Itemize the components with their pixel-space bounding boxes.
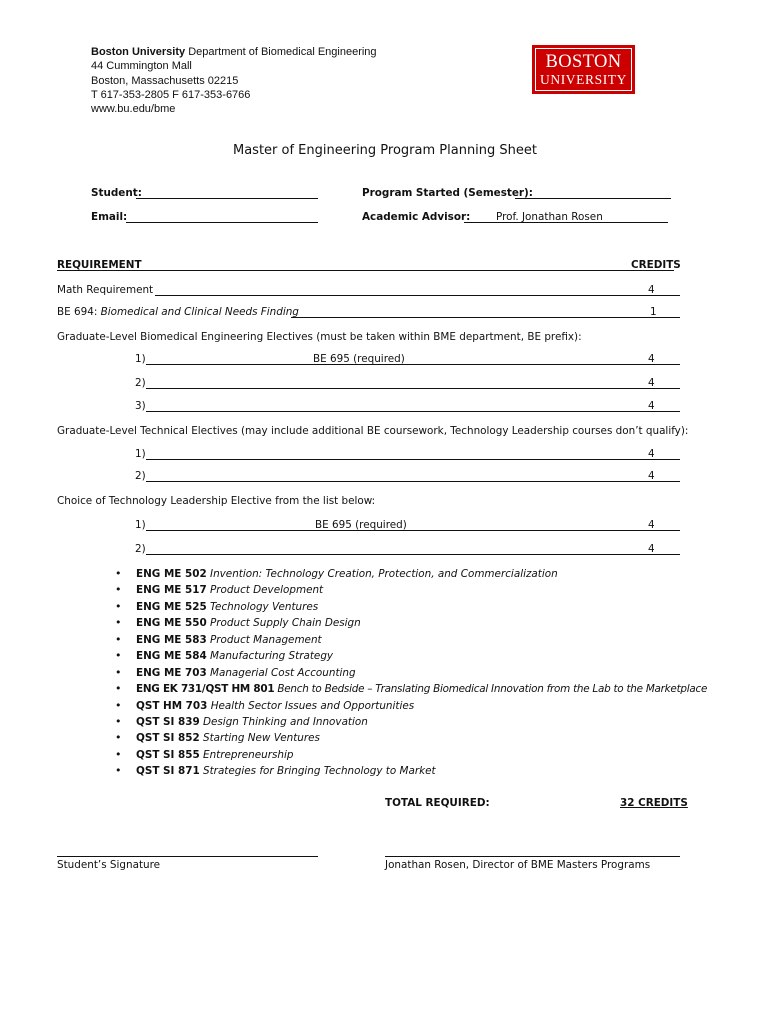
email-field[interactable]	[126, 222, 318, 223]
page-title: Master of Engineering Program Planning Sheet	[232, 143, 538, 158]
technical-elective-2-field[interactable]	[146, 481, 680, 482]
be694-code: BE 694:	[57, 306, 98, 318]
math-requirement-credits: 4	[648, 284, 655, 296]
math-requirement-label: Math Requirement	[57, 284, 154, 296]
course-name: Manufacturing Strategy	[210, 650, 334, 663]
bme-elective-1-field[interactable]	[146, 364, 680, 365]
director-signature-line[interactable]	[385, 856, 680, 857]
course-code: ENG ME 502	[136, 568, 207, 580]
logo-frame	[535, 48, 632, 91]
course-name: Technology Ventures	[210, 600, 319, 613]
list-item	[113, 648, 707, 664]
address-city: Boston, Massachusetts 02215	[91, 74, 239, 87]
advisor-label: Academic Advisor:	[362, 211, 471, 223]
advisor-value: Prof. Jonathan Rosen	[496, 211, 603, 223]
course-name: Managerial Cost Accounting	[210, 666, 356, 679]
list-item	[113, 632, 707, 648]
be694-credits: 1	[650, 306, 657, 318]
be694-name: Biomedical and Clinical Needs Finding	[100, 306, 299, 318]
program-started-label: Program Started (Semester):	[362, 187, 533, 199]
list-item	[113, 599, 707, 615]
program-started-field[interactable]	[515, 198, 671, 199]
math-requirement-field[interactable]	[155, 295, 680, 296]
logo-line-2: UNIVERSITY	[540, 71, 627, 87]
student-label: Student:	[91, 187, 142, 199]
bme-elective-3-field[interactable]	[146, 411, 680, 412]
course-code: ENG EK 731/QST HM 801	[136, 683, 275, 696]
leadership-elective-2-field[interactable]	[146, 554, 680, 555]
list-item	[113, 730, 707, 746]
bme-elective-3-credits: 4	[648, 400, 655, 412]
technical-elective-1-credits: 4	[648, 448, 655, 460]
list-item	[113, 698, 707, 714]
technical-elective-2-credits: 4	[648, 470, 655, 482]
technical-elective-2-number: 2)	[135, 470, 146, 482]
total-required-value: 32 CREDITS	[620, 797, 688, 809]
technical-electives-heading: Graduate-Level Technical Electives (may include additional BE coursework, Technology Leadership courses don’t qualify):	[57, 425, 689, 437]
course-code: ENG ME 584	[136, 650, 207, 663]
phone-fax: T 617-353-2805 F 617-353-6766	[91, 88, 251, 101]
be694-field[interactable]	[291, 317, 680, 318]
course-name: Health Sector Issues and Opportunities	[210, 699, 415, 712]
email-label: Email:	[91, 211, 128, 223]
leadership-elective-1-field[interactable]	[146, 530, 680, 531]
course-code: QST SI 871	[136, 765, 200, 778]
list-item	[113, 665, 707, 681]
be694-label	[57, 305, 299, 319]
course-code: QST SI 855	[136, 748, 200, 761]
course-name: Design Thinking and Innovation	[203, 715, 368, 728]
course-name: Product Development	[210, 584, 324, 597]
leadership-elective-2-credits: 4	[648, 543, 655, 555]
bme-elective-1-value: BE 695 (required)	[313, 353, 405, 365]
technical-elective-1-field[interactable]	[146, 459, 680, 460]
address-street: 44 Cummington Mall	[91, 60, 192, 73]
course-code: ENG ME 525	[136, 600, 207, 613]
list-item	[113, 747, 707, 763]
logo-line-1: BOSTON	[545, 51, 622, 72]
course-name: Starting New Ventures	[203, 732, 320, 745]
technical-elective-1-number: 1)	[135, 448, 146, 460]
department-name: Department of Biomedical Engineering	[188, 46, 377, 58]
bme-elective-1-number: 1)	[135, 353, 146, 365]
leadership-elective-1-credits: 4	[648, 519, 655, 531]
course-code: QST SI 839	[136, 715, 200, 728]
course-code: ENG ME 517	[136, 584, 207, 597]
course-name: Strategies for Bringing Technology to Market	[203, 765, 436, 778]
list-item	[113, 714, 707, 730]
director-signature-label: Jonathan Rosen, Director of BME Masters Programs	[385, 859, 651, 871]
bme-elective-2-field[interactable]	[146, 388, 680, 389]
bme-electives-heading: Graduate-Level Biomedical Engineering Electives (must be taken within BME department, BE prefix):	[57, 331, 582, 343]
course-name: Entrepreneurship	[203, 748, 294, 761]
course-code: ENG ME 703	[136, 666, 207, 679]
website: www.bu.edu/bme	[91, 103, 176, 116]
requirement-header: REQUIREMENT	[57, 259, 142, 271]
leadership-elective-1-number: 1)	[135, 519, 146, 531]
student-signature-label: Student’s Signature	[57, 859, 161, 871]
leadership-course-list	[113, 566, 707, 780]
list-item	[113, 566, 707, 582]
header-rule	[57, 270, 674, 271]
list-item	[113, 681, 707, 697]
list-item	[113, 615, 707, 631]
leadership-elective-heading: Choice of Technology Leadership Elective from the list below:	[57, 495, 376, 507]
leadership-elective-1-value: BE 695 (required)	[315, 519, 407, 531]
course-code: QST HM 703	[136, 699, 208, 712]
course-code: ENG ME 550	[136, 617, 207, 630]
letterhead-address	[91, 45, 377, 116]
list-item	[113, 763, 707, 779]
bme-elective-2-credits: 4	[648, 377, 655, 389]
bme-elective-2-number: 2)	[135, 377, 146, 389]
bme-elective-3-number: 3)	[135, 400, 146, 412]
bme-elective-1-credits: 4	[648, 353, 655, 365]
course-name: Product Supply Chain Design	[210, 617, 361, 630]
credits-header: CREDITS	[631, 259, 681, 271]
university-name: Boston University	[91, 46, 186, 58]
course-code: QST SI 852	[136, 732, 200, 745]
course-code: ENG ME 583	[136, 633, 207, 646]
letterhead-line-1	[91, 45, 377, 59]
boston-university-logo	[532, 45, 635, 94]
total-required-label: TOTAL REQUIRED:	[385, 797, 490, 809]
list-item	[113, 582, 707, 598]
course-name: Invention: Technology Creation, Protection, and Commercialization	[210, 568, 558, 580]
student-signature-line[interactable]	[57, 856, 318, 857]
course-name: Product Management	[210, 633, 322, 646]
leadership-elective-2-number: 2)	[135, 543, 146, 555]
student-field[interactable]	[136, 198, 318, 199]
course-name: Bench to Bedside – Translating Biomedical Innovation from the Lab to the Marketplace	[277, 683, 708, 696]
